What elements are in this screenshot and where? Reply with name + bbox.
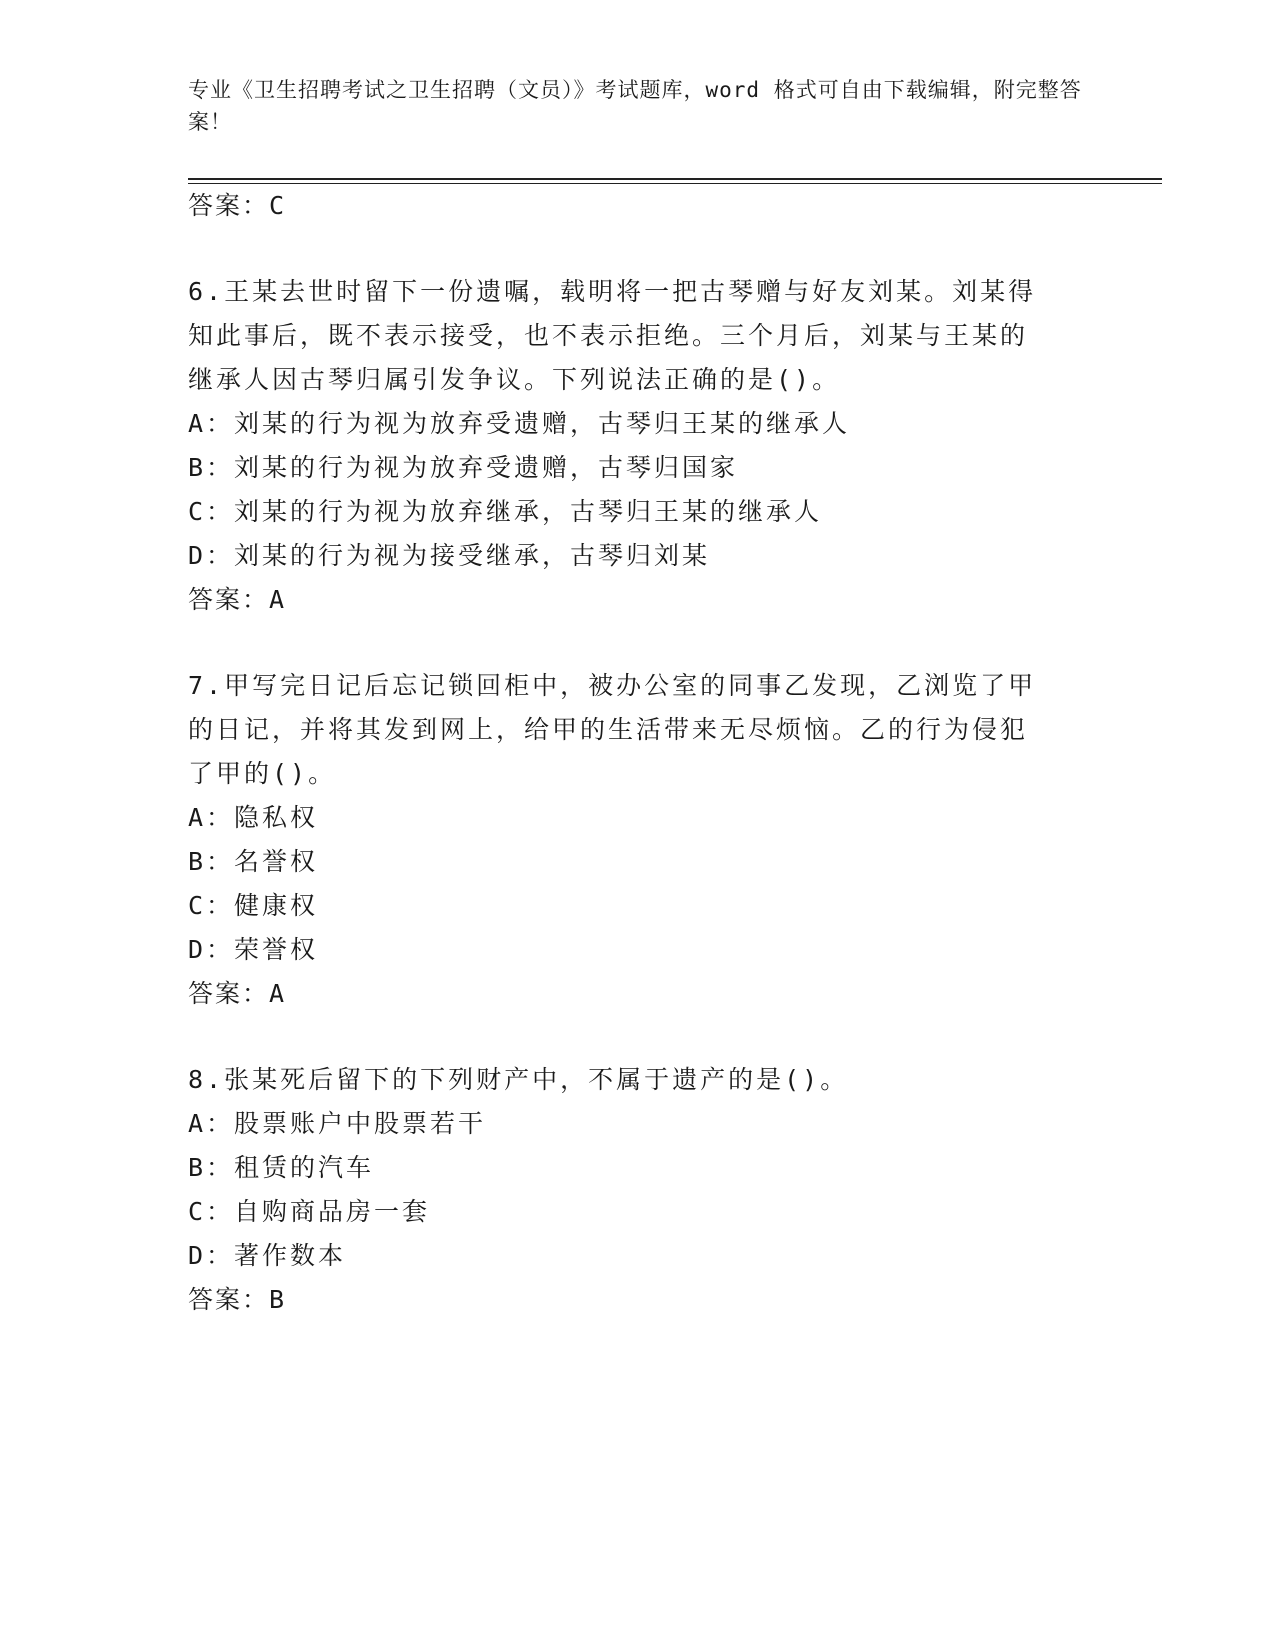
q6-option-c: C：刘某的行为视为放弃继承，古琴归王某的继承人 bbox=[188, 497, 823, 526]
q8-option-b: B：租赁的汽车 bbox=[188, 1153, 375, 1182]
document-header: 专业《卫生招聘考试之卫生招聘（文员）》考试题库，word 格式可自由下载编辑，附完整答案！ bbox=[188, 78, 1082, 134]
q6-stem-line-2: 知此事后，既不表示接受，也不表示拒绝。三个月后，刘某与王某的 bbox=[188, 321, 1029, 350]
q6-stem-line-1: 6.王某去世时留下一份遗嘱，载明将一把古琴赠与好友刘某。刘某得 bbox=[188, 277, 1037, 306]
q8-option-a: A：股票账户中股票若干 bbox=[188, 1109, 487, 1138]
q6-option-b: B：刘某的行为视为放弃受遗赠，古琴归国家 bbox=[188, 453, 739, 482]
q8-stem-line-1: 8.张某死后留下的下列财产中，不属于遗产的是()。 bbox=[188, 1065, 849, 1094]
header-rule-top bbox=[188, 178, 1162, 180]
q8-answer: 答案：B bbox=[188, 1285, 287, 1314]
q7-option-a: A：隐私权 bbox=[188, 803, 319, 832]
q6-option-d: D：刘某的行为视为接受继承，古琴归刘某 bbox=[188, 541, 711, 570]
q8-option-d: D：著作数本 bbox=[188, 1241, 347, 1270]
q8-option-c: C：自购商品房一套 bbox=[188, 1197, 431, 1226]
previous-answer: 答案：C bbox=[188, 191, 287, 220]
q7-stem-line-2: 的日记，并将其发到网上，给甲的生活带来无尽烦恼。乙的行为侵犯 bbox=[188, 715, 1029, 744]
q7-option-d: D：荣誉权 bbox=[188, 935, 319, 964]
q6-stem-line-3: 继承人因古琴归属引发争议。下列说法正确的是()。 bbox=[188, 365, 841, 394]
q7-option-b: B：名誉权 bbox=[188, 847, 319, 876]
q6-answer: 答案：A bbox=[188, 585, 287, 614]
q6-option-a: A：刘某的行为视为放弃受遗赠，古琴归王某的继承人 bbox=[188, 409, 851, 438]
q7-stem-line-1: 7.甲写完日记后忘记锁回柜中，被办公室的同事乙发现，乙浏览了甲 bbox=[188, 671, 1037, 700]
q7-stem-line-3: 了甲的()。 bbox=[188, 759, 337, 788]
header-rule-bottom bbox=[188, 183, 1162, 184]
q7-answer: 答案：A bbox=[188, 979, 287, 1008]
q7-option-c: C：健康权 bbox=[188, 891, 319, 920]
